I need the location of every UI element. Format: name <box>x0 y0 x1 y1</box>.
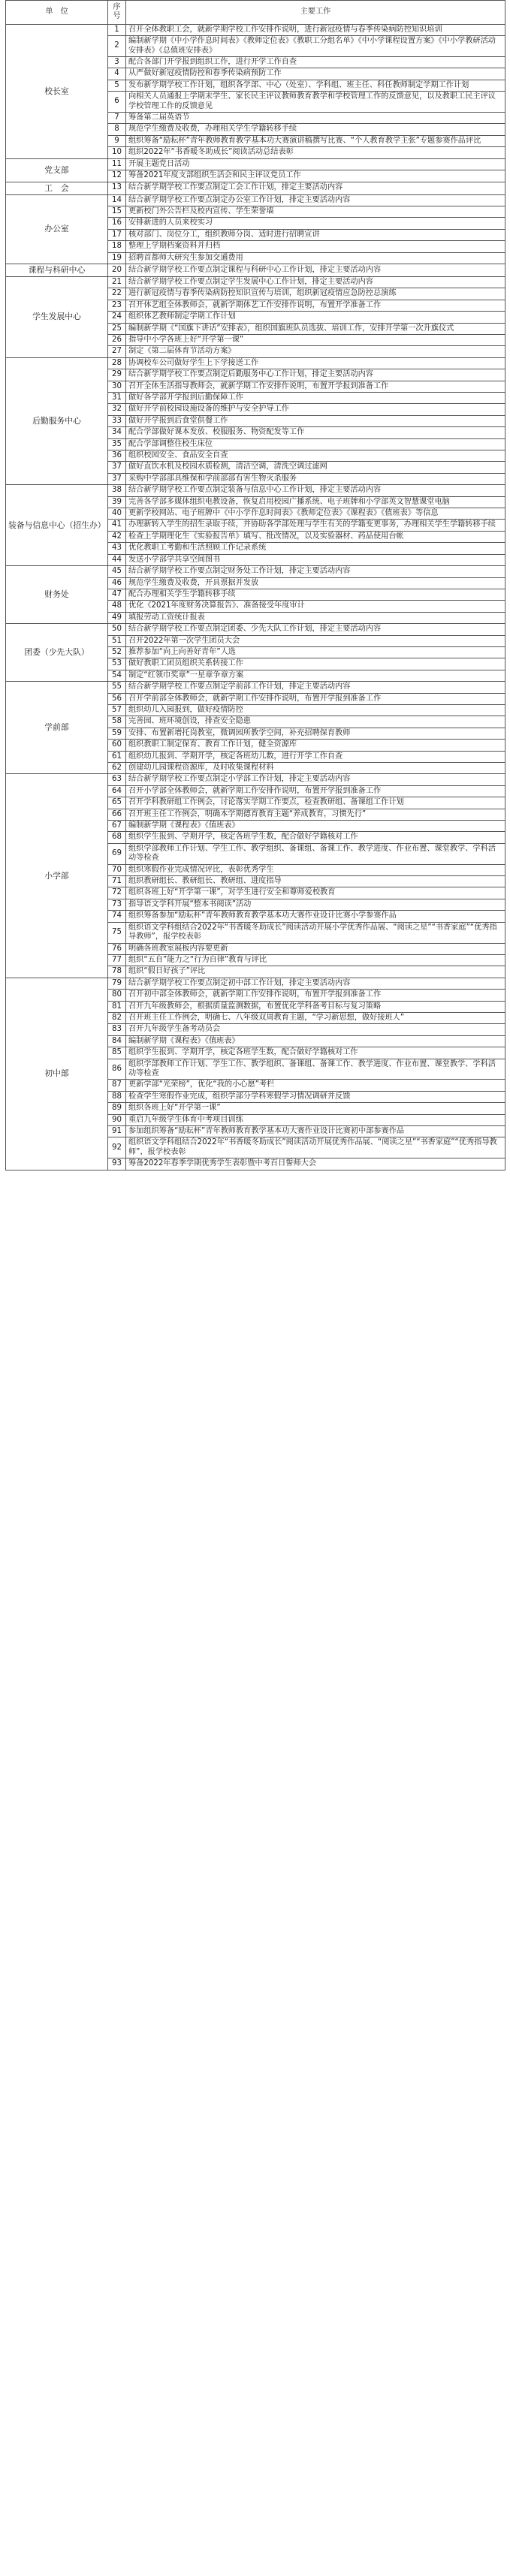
department-cell: 校长室 <box>6 24 108 158</box>
row-number-cell: 71 <box>108 876 126 887</box>
task-cell: 做好教职工团员组织关系转接工作 <box>126 658 505 670</box>
row-number-cell: 25 <box>108 323 126 334</box>
department-cell: 办公室 <box>6 194 108 264</box>
task-cell: 编制新学期《课程表》《值班表》 <box>126 1035 505 1047</box>
task-cell: 安排、布置新增托岗教室，微调园所教学空间，补充招聘保育教师 <box>126 728 505 739</box>
task-cell: 规范学生缴费及收费，办理相关学生学籍转移手续 <box>126 124 505 135</box>
task-cell: 进行新冠疫情与春季传染病防控知识宣传与培训，组织新冠疫情应急防控总演练 <box>126 288 505 300</box>
task-cell: 组织学生报到、学期开学，核定各班学生数，配合做好学籍核对工作 <box>126 1047 505 1059</box>
row-number-cell: 84 <box>108 1035 126 1047</box>
row-number-cell: 77 <box>108 954 126 966</box>
table-row <box>6 276 505 288</box>
row-number-cell: 32 <box>108 404 126 415</box>
task-cell: 指导语文学科开展“整本书阅读”活动 <box>126 899 505 910</box>
row-number-cell: 92 <box>108 1137 126 1158</box>
task-cell: 召开学前部全体教师会，就新学期工作安排作说明，布置开学报到准备工作 <box>126 693 505 704</box>
row-number-cell: 73 <box>108 899 126 910</box>
row-number-cell: 17 <box>108 229 126 240</box>
row-number-cell: 10 <box>108 147 126 158</box>
task-cell: 更新校门外公告栏及校内宣传、学生荣誉墙 <box>126 206 505 217</box>
task-cell: 优化教职工考勤和生活照顾工作记录系统 <box>126 543 505 554</box>
row-number-cell: 91 <box>108 1126 126 1137</box>
task-cell: 结合新学期学校工作要点制定学生发展中心工作计划，排定主要活动内容 <box>126 276 505 288</box>
row-number-cell: 50 <box>108 624 126 635</box>
row-number-cell: 49 <box>108 612 126 623</box>
task-cell: 组织教职工制定保育、教育工作计划，健全资源库 <box>126 740 505 751</box>
task-cell: 从严做好新冠疫情防控和春季传染病预防工作 <box>126 68 505 80</box>
row-number-cell: 62 <box>108 763 126 774</box>
department-cell: 后勤服务中心 <box>6 357 108 484</box>
row-number-cell: 15 <box>108 206 126 217</box>
row-number-cell: 35 <box>108 438 126 450</box>
row-number-cell: 43 <box>108 543 126 554</box>
task-cell: 配合各部门开学报到组织工作，进行开学工作自查 <box>126 57 505 68</box>
row-number-cell: 89 <box>108 1103 126 1114</box>
task-cell: 结合新学期学校工作要点制定课程与科研中心工作计划，排定主要活动内容 <box>126 264 505 276</box>
task-cell: 结合新学期学校工作要点制定工会工作计划，排定主要活动内容 <box>126 182 505 194</box>
row-number-cell: 64 <box>108 785 126 797</box>
task-cell: 结合新学期学校工作要点制定团委、少先大队工作计划，排定主要活动内容 <box>126 624 505 635</box>
task-cell: 组织学部教师工作计划、学生工作、教学组织、备课组、备课工作、教学进度、作业布置、课堂教学、学科活动等检查 <box>126 843 505 864</box>
row-number-cell: 20 <box>108 264 126 276</box>
table-body <box>6 24 505 1170</box>
table-row <box>6 264 505 276</box>
task-cell: 配合学部调整住校生床位 <box>126 438 505 450</box>
task-cell: 组织幼儿入园报到，做好疫情防控 <box>126 704 505 716</box>
table-row <box>6 566 505 577</box>
task-cell: 组织各班上好“开学第一课”，对学生进行安全和尊师爱校教育 <box>126 887 505 899</box>
task-cell: 配合办理相关学生学籍转移手续 <box>126 589 505 600</box>
task-cell: 协调校车公司做好学生上下学接送工作 <box>126 357 505 369</box>
task-cell: 组织幼儿报到、学期开学，核定各班幼儿数，进行开学工作自查 <box>126 751 505 762</box>
table-row <box>6 774 505 785</box>
row-number-cell: 88 <box>108 1091 126 1102</box>
row-number-cell: 75 <box>108 922 126 943</box>
row-number-cell: 1 <box>108 24 126 35</box>
row-number-cell: 33 <box>108 415 126 426</box>
task-cell: 组织筹备参加“励耘杯”青年教师教育教学基本功大赛作业设计比赛小学参赛作品 <box>126 911 505 922</box>
row-number-cell: 18 <box>108 241 126 252</box>
row-number-cell: 9 <box>108 135 126 146</box>
department-cell: 学前部 <box>6 682 108 774</box>
row-number-cell: 79 <box>108 978 126 989</box>
table-row <box>6 357 505 369</box>
task-cell: 做好开学报到后食堂供餐工作 <box>126 415 505 426</box>
row-number-cell: 46 <box>108 577 126 589</box>
task-cell: 参加组织筹备“励耘杯”青年教师教育教学基本功大赛作业设计比赛初中部参赛作品 <box>126 1126 505 1137</box>
row-number-cell: 66 <box>108 809 126 820</box>
row-number-cell: 82 <box>108 1012 126 1023</box>
task-cell: 向相关人员通报上学期末学生、家长民主评议教师教育教学和学校管理工作的反馈意见，以及教职工民主评议学校管理工作的反馈意见 <box>126 92 505 113</box>
row-number-cell: 7 <box>108 113 126 124</box>
task-cell: 更新学校网站、电子班牌中《中小学作息时间表》《教师定位表》《课程表》《值班表》等信息 <box>126 508 505 520</box>
task-cell: 制定“红领巾奖章”一星章争章方案 <box>126 670 505 681</box>
department-cell: 工 会 <box>6 182 108 194</box>
row-number-cell: 13 <box>108 182 126 194</box>
department-cell: 学生发展中心 <box>6 276 108 357</box>
task-cell: 发布新学期学校工作计划，组织各学部、中心（处室）、学科组、班主任、科任教师制定学期工作计划 <box>126 80 505 91</box>
task-cell: 召开班主任工作例会，明确本学期德育教育主题“养成教育，习惯先行” <box>126 809 505 820</box>
task-cell: 采购中学部部具维保和学前部部有害生物灭杀服务 <box>126 473 505 484</box>
table-row <box>6 682 505 693</box>
row-number-cell: 3 <box>108 57 126 68</box>
row-number-cell: 42 <box>108 531 126 542</box>
row-number-cell: 52 <box>108 646 126 658</box>
row-number-cell: 12 <box>108 170 126 182</box>
row-number-cell: 72 <box>108 887 126 899</box>
task-cell: 招聘首都师大研究生参加交通费用 <box>126 252 505 264</box>
task-cell: 召开学科教研组工作例会，讨论落实学期工作要点，检查教研组、备课组工作计划 <box>126 797 505 809</box>
task-cell: 召开小学部全体教师会，就新学期工作安排作说明，布置开学报到准备工作 <box>126 785 505 797</box>
row-number-cell: 76 <box>108 943 126 954</box>
task-cell: 办理新转入学生的招生录取手续，并协助各学部处理与学生有关的学籍变更事务，办理相关学生学籍转移手续 <box>126 520 505 531</box>
task-cell: 编制新学期《“国旗下讲话”安排表》，组织国旗班队员选拔、培训工作，安排开学第一次升旗仪式 <box>126 323 505 334</box>
task-cell: 召开全体教职工会，就新学期学校工作安排作说明，进行新冠疫情与春季传染病防控知识培训 <box>126 24 505 35</box>
row-number-cell: 27 <box>108 346 126 357</box>
row-number-cell: 37 <box>108 473 126 484</box>
task-cell: 召开班主任工作例会，明确七、八年级双周教育主题，“学习新思想，做好接班人” <box>126 1012 505 1023</box>
task-cell: 组织语文学科组结合2022年“书香暖冬助成长”阅读活动开展小学优秀作品展、“阅读之星”“书香家庭”“优秀指导教师”，报学校表彰 <box>126 922 505 943</box>
row-number-cell: 74 <box>108 911 126 922</box>
task-cell: 组织教研组长、教研组长、教研组、进度指导 <box>126 876 505 887</box>
table-row <box>6 194 505 206</box>
task-cell: 填报劳动工资统计报表 <box>126 612 505 623</box>
document-page <box>0 0 510 1175</box>
department-cell: 财务处 <box>6 566 108 624</box>
task-cell: 召开九年级学生备考动员会 <box>126 1024 505 1035</box>
row-number-cell: 28 <box>108 357 126 369</box>
task-cell: 创建幼儿园课程资源库，及时收集课程材料 <box>126 763 505 774</box>
row-number-cell: 39 <box>108 496 126 508</box>
task-cell: 筹备2022年春季学期优秀学生表彰暨中考百日誓师大会 <box>126 1158 505 1170</box>
task-cell: 召开2022年第一次学生团员大会 <box>126 635 505 646</box>
row-number-cell: 68 <box>108 832 126 843</box>
task-cell: 规范学生缴费及收费，开具票据并发放 <box>126 577 505 589</box>
department-cell: 团委（少先大队） <box>6 624 108 682</box>
row-number-cell: 59 <box>108 728 126 739</box>
task-cell: 发送小学部学共享空间图书 <box>126 554 505 565</box>
task-cell: 开展主题党日活动 <box>126 158 505 170</box>
row-number-cell: 93 <box>108 1158 126 1170</box>
header-num: 序号 <box>108 1 126 25</box>
table-row <box>6 182 505 194</box>
row-number-cell: 85 <box>108 1047 126 1059</box>
row-number-cell: 26 <box>108 334 126 345</box>
department-cell: 课程与科研中心 <box>6 264 108 276</box>
row-number-cell: 45 <box>108 566 126 577</box>
task-cell: 检查上学期理化生《实验报告单》填写、批改情况，以及实验器材、药品使用台帐 <box>126 531 505 542</box>
row-number-cell: 57 <box>108 704 126 716</box>
task-cell: 筹备2021年度支部组织生活会和民主评议党员工作 <box>126 170 505 182</box>
task-cell: 组织筹备“励耘杯”青年教师教育教学基本功大赛演讲稿撰写比赛、“个人教育教学主张”专题参赛作品评比 <box>126 135 505 146</box>
task-cell: 组织各班上好“开学第一课” <box>126 1103 505 1114</box>
row-number-cell: 65 <box>108 797 126 809</box>
row-number-cell: 11 <box>108 158 126 170</box>
row-number-cell: 41 <box>108 520 126 531</box>
task-cell: 筹备第二届英语节 <box>126 113 505 124</box>
row-number-cell: 31 <box>108 393 126 404</box>
work-plan-table <box>5 0 505 1170</box>
row-number-cell: 5 <box>108 80 126 91</box>
task-cell: 完善园、班环境创设，排查安全隐患 <box>126 716 505 728</box>
row-number-cell: 54 <box>108 670 126 681</box>
task-cell: 结合新学期学校工作要点制定财务处工作计划，排定主要活动内容 <box>126 566 505 577</box>
row-number-cell: 8 <box>108 124 126 135</box>
row-number-cell: 90 <box>108 1114 126 1125</box>
task-cell: 组织学生报到、学期开学，核定各班学生数，配合做好学籍核对工作 <box>126 832 505 843</box>
header-dept: 单 位 <box>6 1 108 25</box>
row-number-cell: 67 <box>108 821 126 832</box>
task-cell: 做好直饮水机及校园水质检测，清洁空调，清洗空调过滤网 <box>126 462 505 473</box>
task-cell: 检查学生寒假作业完成，组织学部分学科寒假学习情况调研并反馈 <box>126 1091 505 1102</box>
task-cell: 配合学部做好课本发放、校服服务、物资配发等工作 <box>126 427 505 438</box>
task-cell: 组织体艺教师制定学期工作计划 <box>126 312 505 323</box>
row-number-cell: 56 <box>108 693 126 704</box>
task-cell: 做好各学部开学报到后勤保障工作 <box>126 393 505 404</box>
department-cell: 装备与信息中心（招生办） <box>6 485 108 566</box>
department-cell: 党支部 <box>6 158 108 182</box>
task-cell: 优化《2021年度财务决算报告》、准备接受年度审计 <box>126 601 505 612</box>
task-cell: 召开初中部全体教师会，就新学期工作安排作说明，布置开学报到准备工作 <box>126 990 505 1001</box>
task-cell: 结合新学期学校工作要点制定后勤服务中心工作计划，排定主要活动内容 <box>126 369 505 381</box>
task-cell: 组织“假日好孩子”评比 <box>126 966 505 978</box>
row-number-cell: 70 <box>108 864 126 875</box>
row-number-cell: 30 <box>108 381 126 392</box>
row-number-cell: 38 <box>108 485 126 496</box>
task-cell: 召开九年级教师会，根据质量监测数据，布置优化学科备考目标与复习策略 <box>126 1001 505 1012</box>
row-number-cell: 6 <box>108 92 126 113</box>
row-number-cell: 60 <box>108 740 126 751</box>
task-cell: 结合新学期学校工作要点制定装备与信息中心工作计划，排定主要活动内容 <box>126 485 505 496</box>
task-cell: 结合新学期学校工作要点制定办公室工作计划，排定主要活动内容 <box>126 194 505 206</box>
row-number-cell: 22 <box>108 288 126 300</box>
task-cell: 推荐参加“向上向善好青年”人选 <box>126 646 505 658</box>
row-number-cell: 51 <box>108 635 126 646</box>
task-cell: 编制新学期《中小学作息时间表》《教师定位表》《教职工分组名单》《中小学课程设置方案》《中小学教研活动安排表》《总值班安排表》 <box>126 36 505 57</box>
row-number-cell: 55 <box>108 682 126 693</box>
task-cell: 制定《第二届体育节活动方案》 <box>126 346 505 357</box>
row-number-cell: 53 <box>108 658 126 670</box>
row-number-cell: 87 <box>108 1080 126 1091</box>
row-number-cell: 21 <box>108 276 126 288</box>
task-cell: 整理上学期档案资料并归档 <box>126 241 505 252</box>
row-number-cell: 81 <box>108 1001 126 1012</box>
row-number-cell: 24 <box>108 312 126 323</box>
row-number-cell: 36 <box>108 450 126 462</box>
task-cell: 明确各班教室展板内容要更新 <box>126 943 505 954</box>
row-number-cell: 29 <box>108 369 126 381</box>
task-cell: 组织“五自”能力之“行为自律”教育与评比 <box>126 954 505 966</box>
task-cell: 组织学部教师工作计划、学生工作、教学组织、备课组、备课工作、教学进度、作业布置、课堂教学、学科活动等检查 <box>126 1059 505 1080</box>
department-cell: 初中部 <box>6 978 108 1170</box>
row-number-cell: 78 <box>108 966 126 978</box>
task-cell: 核对部门、岗位分工，组织教师分岗、适时进行招聘宣讲 <box>126 229 505 240</box>
row-number-cell: 14 <box>108 194 126 206</box>
task-cell: 召开体艺组全体教师会，就新学期体艺工作安排作说明，布置开学准备工作 <box>126 300 505 311</box>
table-row <box>6 158 505 170</box>
task-cell: 结合新学期学校工作要点制定初中部工作计划，排定主要活动内容 <box>126 978 505 989</box>
task-cell: 完善各学部多媒体组织电教设备，恢复启用校园广播系统、电子班牌和小学部英文智慧课堂电脑 <box>126 496 505 508</box>
task-cell: 组织2022年“书香暖冬助成长”阅读活动总结表彰 <box>126 147 505 158</box>
row-number-cell: 44 <box>108 554 126 565</box>
row-number-cell: 16 <box>108 218 126 229</box>
row-number-cell: 2 <box>108 36 126 57</box>
task-cell: 安排新进的人员来校实习 <box>126 218 505 229</box>
row-number-cell: 83 <box>108 1024 126 1035</box>
row-number-cell: 23 <box>108 300 126 311</box>
task-cell: 组织校园安全、食品安全自查 <box>126 450 505 462</box>
department-cell: 小学部 <box>6 774 108 978</box>
task-cell: 结合新学期学校工作要点制定学前部工作计划，排定主要活动内容 <box>126 682 505 693</box>
task-cell: 召开全体生活指导教师会，就新学期工作安排作说明，布置开学报到准备工作 <box>126 381 505 392</box>
table-header-row <box>6 1 505 25</box>
row-number-cell: 19 <box>108 252 126 264</box>
task-cell: 重启九年级学生体育中考项目训练 <box>126 1114 505 1125</box>
task-cell: 更新学部“光荣榜”，优化“我的小心愿”考栏 <box>126 1080 505 1091</box>
task-cell: 指导中小学各班上好“开学第一课” <box>126 334 505 345</box>
task-cell: 做好开学前校园设施设备的维护与安全护导工作 <box>126 404 505 415</box>
row-number-cell: 34 <box>108 427 126 438</box>
table-row <box>6 24 505 35</box>
task-cell: 结合新学期学校工作要点制定小学部工作计划，排定主要活动内容 <box>126 774 505 785</box>
row-number-cell: 80 <box>108 990 126 1001</box>
row-number-cell: 4 <box>108 68 126 80</box>
table-row <box>6 978 505 989</box>
row-number-cell: 37 <box>108 462 126 473</box>
row-number-cell: 47 <box>108 589 126 600</box>
task-cell: 组织寒假作业完成情况评比，表彰优秀学生 <box>126 864 505 875</box>
row-number-cell: 40 <box>108 508 126 520</box>
table-row <box>6 485 505 496</box>
header-task: 主要工作 <box>126 1 505 25</box>
row-number-cell: 86 <box>108 1059 126 1080</box>
task-cell: 编制新学期《课程表》《值班表》 <box>126 821 505 832</box>
row-number-cell: 48 <box>108 601 126 612</box>
task-cell: 组织语文学科组结合2022年“书香暖冬助成长”阅读活动开展优秀作品展、“阅读之星”“书香家庭”“优秀指导教师”，报学校表彰 <box>126 1137 505 1158</box>
row-number-cell: 69 <box>108 843 126 864</box>
row-number-cell: 61 <box>108 751 126 762</box>
row-number-cell: 58 <box>108 716 126 728</box>
table-row <box>6 624 505 635</box>
row-number-cell: 63 <box>108 774 126 785</box>
